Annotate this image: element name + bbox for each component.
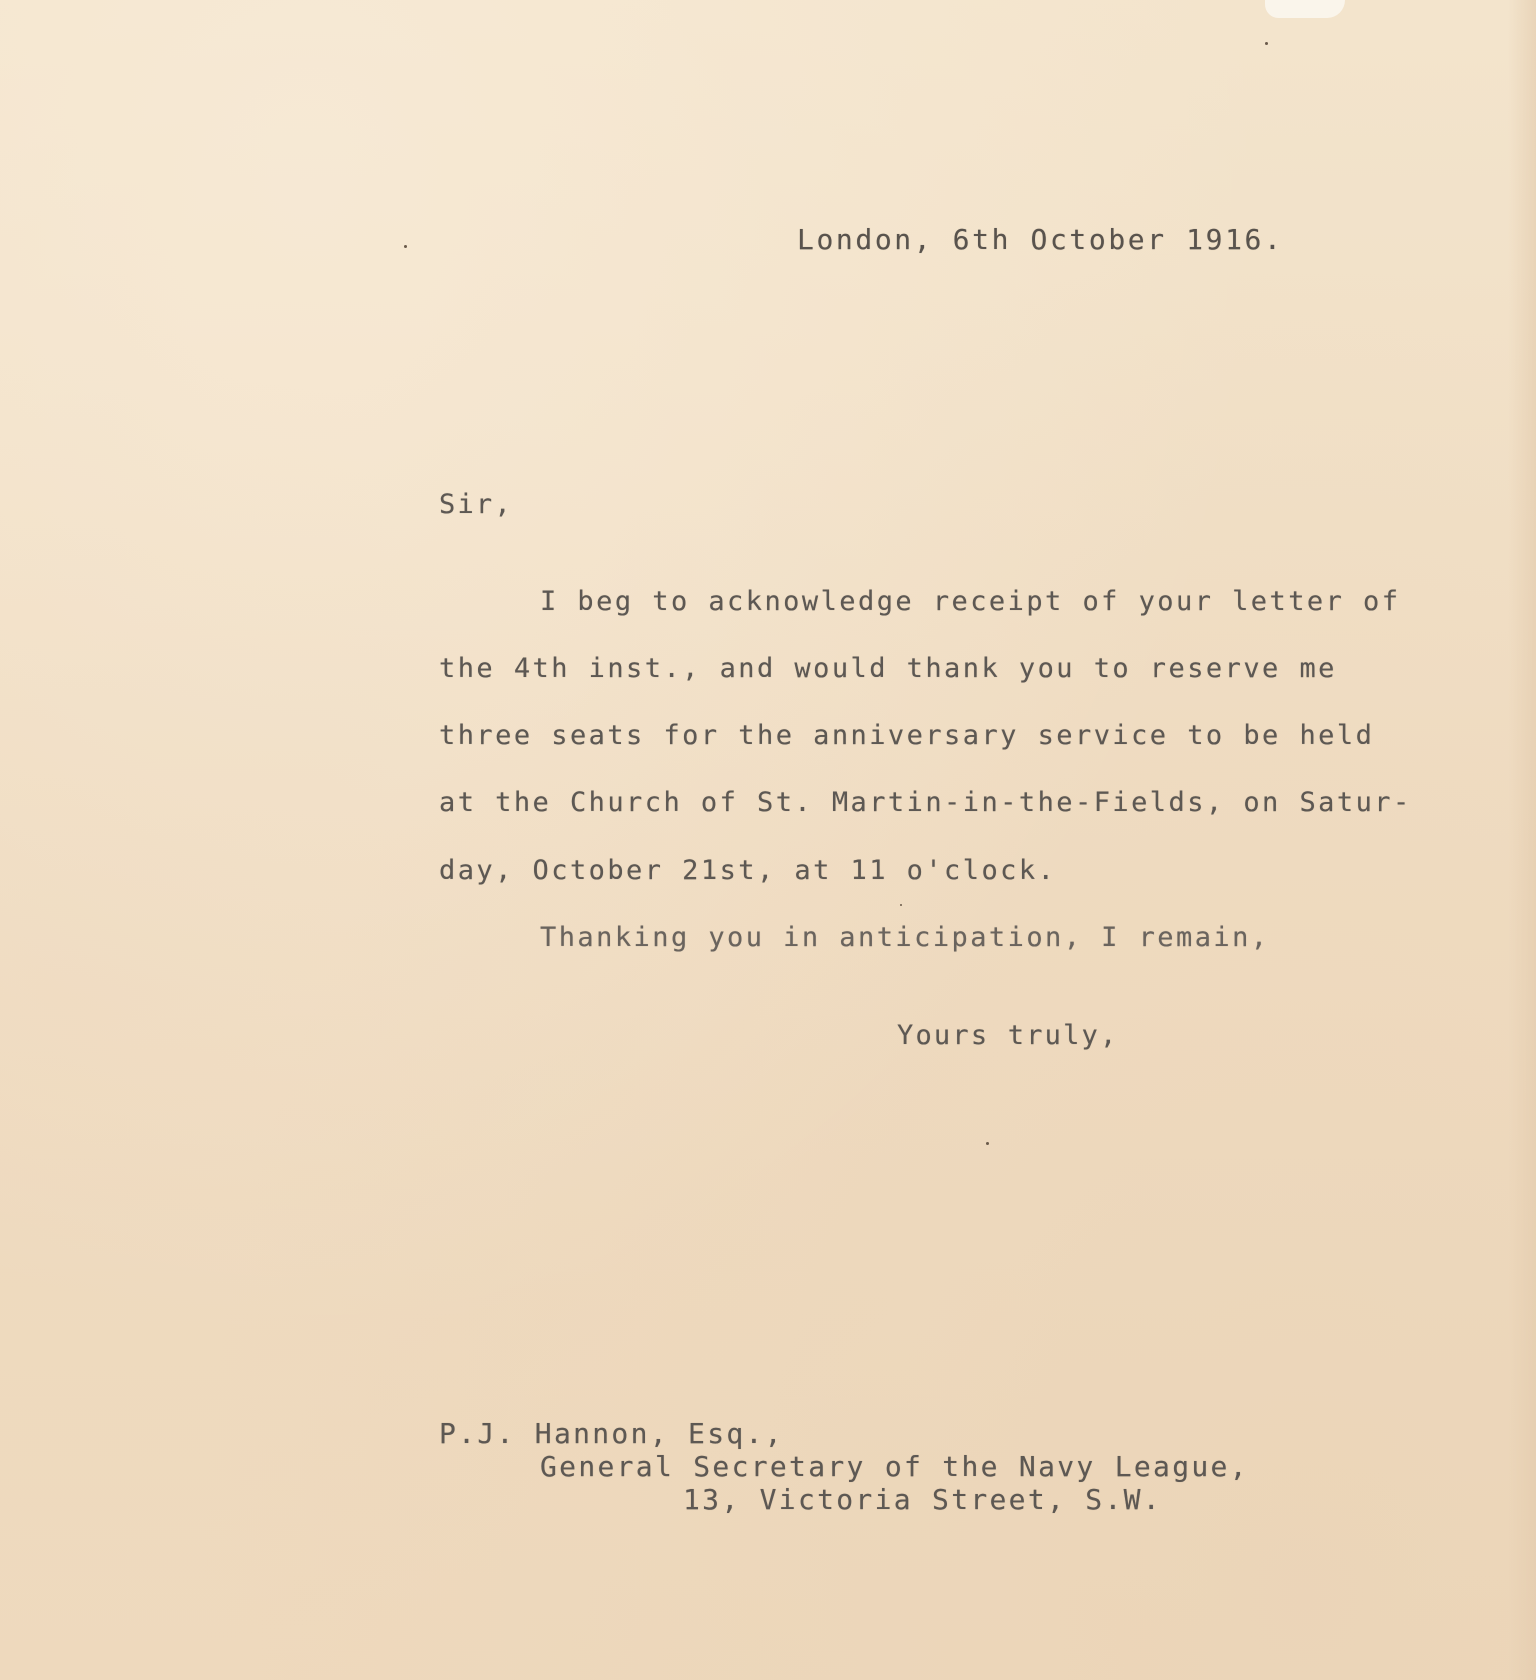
paper-speck	[404, 245, 407, 248]
addressee-name: P.J. Hannon, Esq.,	[439, 1417, 784, 1450]
letter-body-line: day, October 21st, at 11 o'clock.	[439, 855, 1057, 886]
paper-speck	[986, 1142, 989, 1145]
paper-speck	[900, 904, 902, 906]
letter-body-line: three seats for the anniversary service to be held	[439, 720, 1375, 751]
letter-body-line: at the Church of St. Martin-in-the-Fields, on Satur-	[439, 787, 1412, 818]
letter-body-line: Thanking you in anticipation, I remain,	[540, 922, 1270, 953]
letter-closing: Yours truly,	[897, 1020, 1119, 1051]
paper-speck	[1265, 42, 1268, 45]
letter-body-line: I beg to acknowledge receipt of your letter of	[540, 586, 1401, 617]
addressee-title: General Secretary of the Navy League,	[540, 1450, 1249, 1483]
letter-body-line: the 4th inst., and would thank you to reserve me	[439, 653, 1337, 684]
letter-date: London, 6th October 1916.	[797, 223, 1284, 256]
paper-tear	[1265, 0, 1345, 18]
letter-salutation: Sir,	[439, 489, 513, 520]
paper-edge-shadow	[1508, 0, 1536, 1680]
addressee-address: 13, Victoria Street, S.W.	[683, 1483, 1162, 1516]
